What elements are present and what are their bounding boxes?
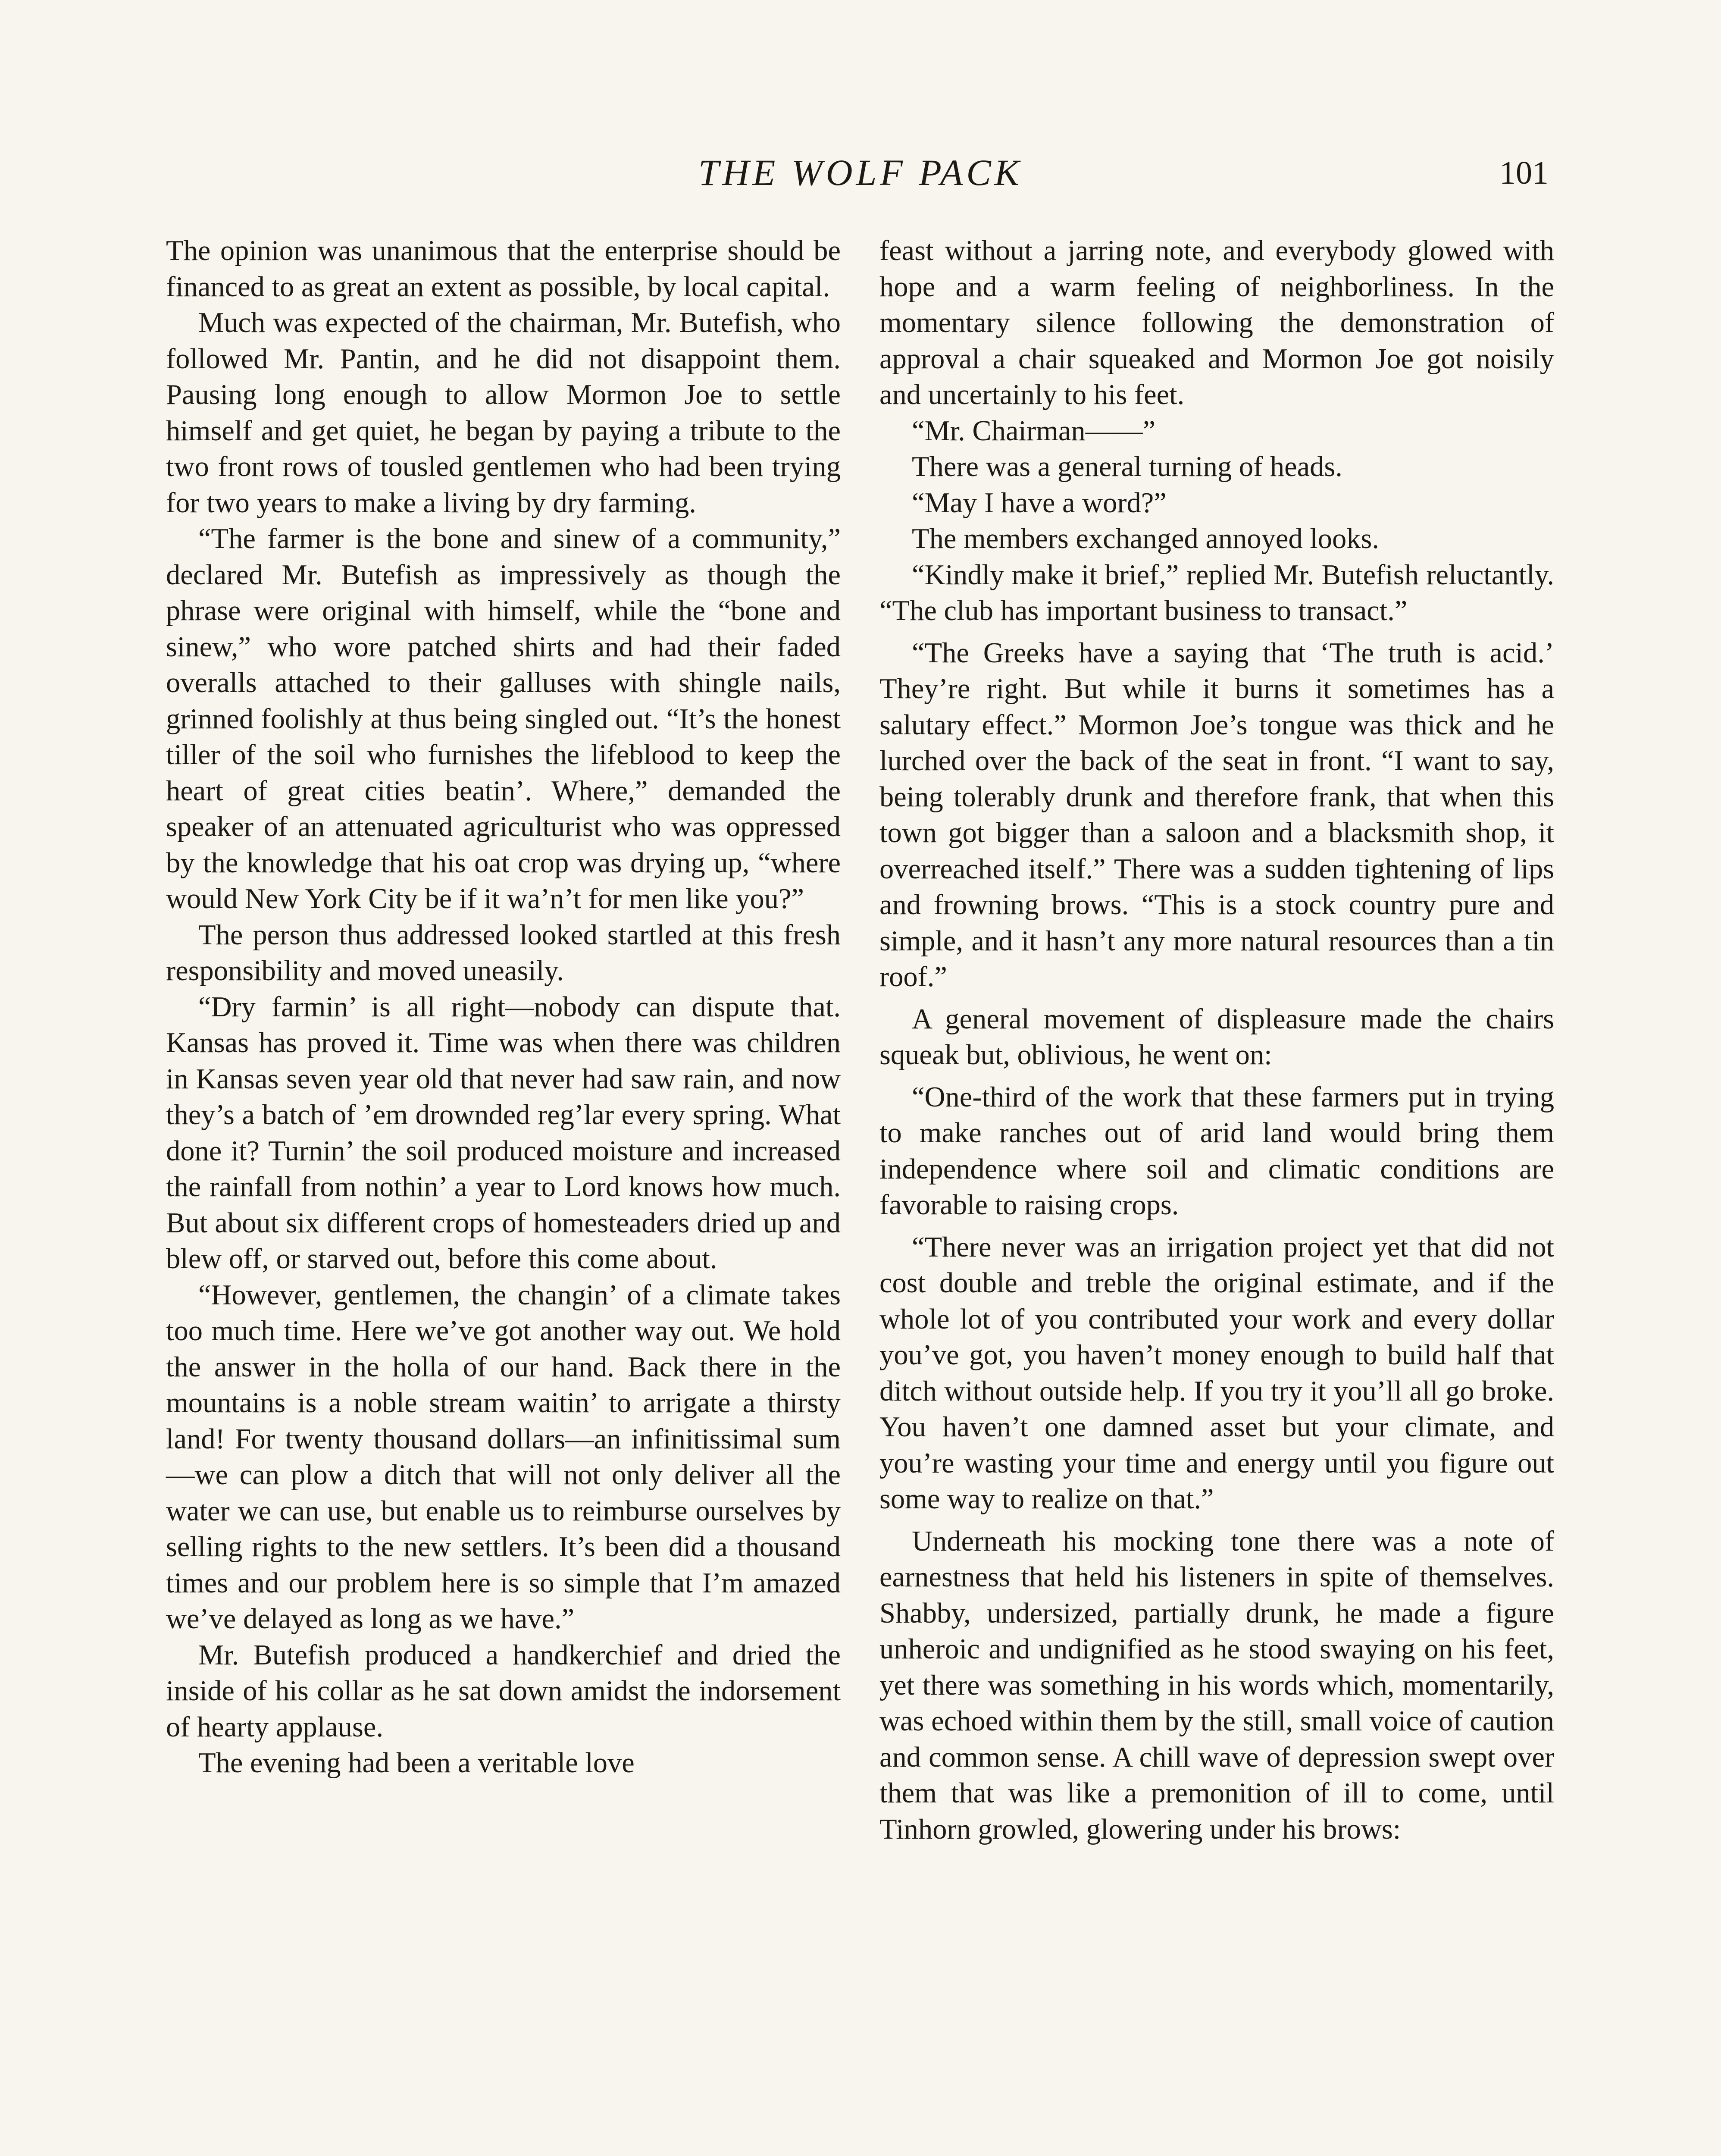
paragraph: “Mr. Chairman——” bbox=[912, 415, 1156, 447]
paragraph: “The farmer is the bone and sinew of a community,” declared Mr. Butefish as impressively as though the phrase were original with himself, while the “bone and sinew,” who wore patched shirts and had their faded overalls attached to their galluses with shingle nails, grinned foolishly at thus being singled out. “It’s the honest tiller of the soil who furnishes the lifeblood to keep the heart of great cities beatin’. Where,” demanded the speaker of an attenuated agriculturist who was oppressed by the knowledge that his oat crop was drying up, “where would New York City be if it wa’n’t for men like you?” bbox=[166, 523, 841, 915]
paragraph: The opinion was unanimous that the enterprise should be financed to as great an extent as possible, by local capital. bbox=[166, 235, 841, 303]
paragraph: Underneath his mocking tone there was a note of earnestness that held his listeners in spite of themselves. Shabby, undersized, partially drunk, he made a figure unheroic and undignified as he stood swaying on his feet, yet there was something in his words which, momentarily, was echoed within them by the still, small voice of caution and common sense. A chill wave of depression swept over them that was like a premonition of ill to come, until Tinhorn growled, glowering under his brows: bbox=[879, 1525, 1554, 1845]
paragraph: “One-third of the work that these farmers put in trying to make ranches out of arid land would bring them independence where soil and climatic conditions are favorable to raising crops. bbox=[879, 1081, 1554, 1221]
paragraph: feast without a jarring note, and everybody glowed with hope and a warm feeling of neighborliness. In the momentary silence following the demonstration of approval a chair squeaked and Mormon Joe got noisily and uncertainly to his feet. bbox=[879, 235, 1554, 411]
paragraph: The person thus addressed looked startled at this fresh responsibility and moved uneasily. bbox=[166, 919, 841, 987]
paragraph: “The Greeks have a saying that ‘The truth is acid.’ They’re right. But while it burns it sometimes has a salutary effect.” Mormon Joe’s tongue was thick and he lurched over the back of the seat in front. “I want to say, being tolerably drunk and therefore frank, that when this town got bigger than a saloon and a blacksmith shop, it overreached itself.” There was a sudden tightening of lips and frowning brows. “This is a stock country pure and simple, and it hasn’t any more natural resources than a tin roof.” bbox=[879, 637, 1554, 993]
page-number: 101 bbox=[1499, 155, 1549, 191]
paragraph: There was a general turning of heads. bbox=[912, 451, 1342, 483]
paragraph: The members exchanged annoyed looks. bbox=[912, 523, 1379, 555]
running-head bbox=[0, 151, 1721, 198]
right-column bbox=[879, 233, 1554, 1847]
paragraph: “However, gentlemen, the changin’ of a climate takes too much time. Here we’ve got another way out. We hold the answer in the holla of our hand. Back there in the mountains is a noble stream waitin’ to arrigate a thirsty land! For twenty thousand dollars—an infinitissimal sum—we can plow a ditch that will not only deliver all the water we can use, but enable us to reimburse ourselves by selling rights to the new settlers. It’s been did a thousand times and our problem here is so simple that I’m amazed we’ve delayed as long as we have.” bbox=[166, 1279, 841, 1635]
book-title: THE WOLF PACK bbox=[698, 152, 1023, 193]
paragraph: The evening had been a veritable love bbox=[198, 1747, 635, 1779]
paragraph: A general movement of displeasure made the chairs squeak but, oblivious, he went on: bbox=[879, 1003, 1554, 1071]
paragraph: “Dry farmin’ is all right—nobody can dispute that. Kansas has proved it. Time was when there was children in Kansas seven year old that never had saw rain, and now they’s a batch of ’em drownded reg’lar every spring. What done it? Turnin’ the soil produced moisture and increased the rainfall from nothin’ a year to Lord knows how much. But about six different crops of homesteaders dried up and blew off, or starved out, before this come about. bbox=[166, 991, 841, 1275]
paragraph: “May I have a word?” bbox=[912, 487, 1167, 519]
paragraph: “There never was an irrigation project yet that did not cost double and treble the original estimate, and if the whole lot of you contributed your work and every dollar you’ve got, you haven’t money enough to build half that ditch without outside help. If you try it you’ll all go broke. You haven’t one damned asset but your climate, and you’re wasting your time and energy until you figure out some way to realize on that.” bbox=[879, 1231, 1554, 1515]
paragraph: Much was expected of the chairman, Mr. Butefish, who followed Mr. Pantin, and he did not disappoint them. Pausing long enough to allow Mormon Joe to settle himself and get quiet, he began by paying a tribute to the two front rows of tousled gentlemen who had been trying for two years to make a living by dry farming. bbox=[166, 307, 841, 519]
paragraph: Mr. Butefish produced a handkerchief and dried the inside of his collar as he sat down amidst the indorsement of hearty applause. bbox=[166, 1639, 841, 1743]
left-column bbox=[166, 233, 841, 1781]
paragraph: “Kindly make it brief,” replied Mr. Butefish reluctantly. “The club has important business to transact.” bbox=[879, 559, 1554, 627]
